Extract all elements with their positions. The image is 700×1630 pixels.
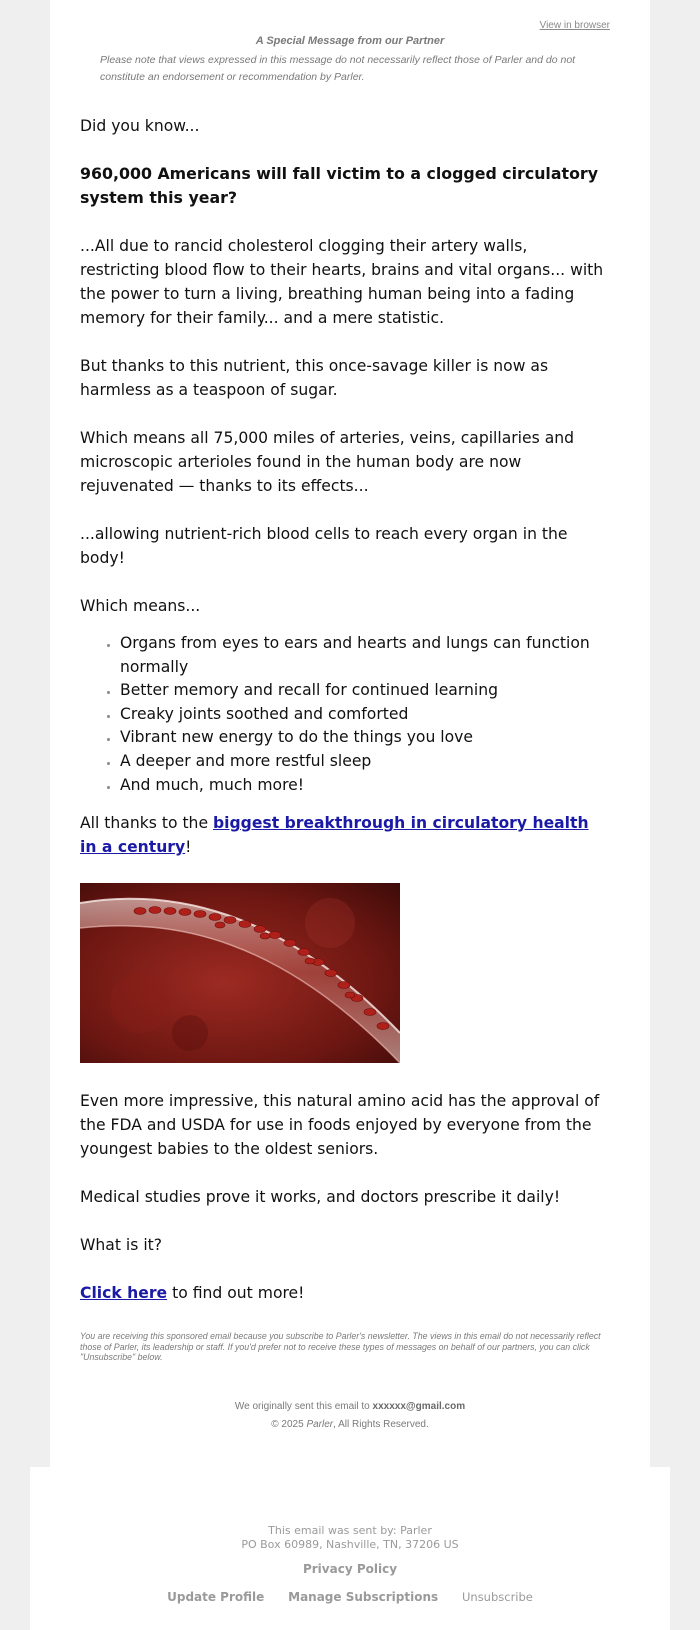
copyright xyxy=(50,1419,650,1430)
footer-sender xyxy=(30,1524,670,1552)
email-card xyxy=(50,0,650,1467)
body-paragraph: What is it? xyxy=(80,1236,163,1255)
list-item: • Organs from eyes to ears and hearts and lungs can function normally xyxy=(120,632,610,679)
intro-text: Did you know... xyxy=(80,117,200,135)
list-item: • Vibrant new energy to do the things you love xyxy=(120,726,610,750)
thanks-prefix: All thanks to the xyxy=(80,814,213,833)
list-item: • And much, much more! xyxy=(120,774,610,798)
footer-card xyxy=(30,1467,670,1630)
list-item: • A deeper and more restful sleep xyxy=(120,750,610,774)
manage-subscriptions-link[interactable]: Manage Subscriptions xyxy=(288,1590,439,1604)
footer-links xyxy=(30,1590,670,1604)
body-paragraph: Which means all 75,000 miles of arteries, veins, capillaries and microscopic arterioles found in the human body are now rejuvenated — thanks to its effects... xyxy=(80,429,575,495)
benefits-list xyxy=(80,632,610,797)
breakthrough-link[interactable]: biggest breakthrough in circulatory health in a century xyxy=(80,814,589,857)
copyright-brand: Parler xyxy=(306,1419,334,1430)
sent-by: This email was sent by: Parler xyxy=(268,1524,432,1537)
sponsor-disclaimer: You are receiving this sponsored email because you subscribe to Parler's newsletter. The views in this email do not necessarily reflect those of Parler, its leadership or staff. If you'd prefer not to receive these types of messages on behalf of our partners, you can click "Unsubscribe" below. xyxy=(80,1331,601,1362)
privacy-policy-link[interactable]: Privacy Policy xyxy=(302,1562,398,1576)
unsubscribe-link[interactable]: Unsubscribe xyxy=(461,1590,533,1604)
blood-vessel-image[interactable] xyxy=(80,883,400,1063)
partner-title: A Special Message from our Partner xyxy=(255,35,445,47)
thanks-paragraph xyxy=(80,811,610,859)
recipient-email: xxxxxx@gmail.com xyxy=(372,1401,466,1412)
copyright-suffix: , All Rights Reserved. xyxy=(333,1419,429,1430)
body-paragraph: Which means... xyxy=(80,597,201,615)
body-paragraph: ...allowing nutrient-rich blood cells to reach every organ in the body! xyxy=(80,525,568,567)
thanks-suffix: ! xyxy=(185,838,192,857)
message-body xyxy=(80,114,610,1329)
cta-suffix: to find out more! xyxy=(167,1284,305,1303)
list-item: • Creaky joints soothed and comforted xyxy=(120,703,610,727)
headline: 960,000 Americans will fall victim to a clogged circulatory system this year? xyxy=(80,164,599,207)
sent-to-line xyxy=(50,1401,650,1412)
sent-to-prefix: We originally sent this email to xyxy=(234,1401,373,1412)
copyright-prefix: © 2025 xyxy=(271,1419,307,1430)
cta-paragraph xyxy=(80,1281,610,1305)
body-paragraph: But thanks to this nutrient, this once-savage killer is now as harmless as a teaspoon of sugar. xyxy=(80,357,549,399)
partner-note: Please note that views expressed in this message do not necessarily reflect those of Parler and do not constitute an endorsement or recommendation by Parler. xyxy=(100,54,576,83)
body-paragraph: Medical studies prove it works, and doctors prescribe it daily! xyxy=(80,1188,561,1207)
body-paragraph: Even more impressive, this natural amino acid has the approval of the FDA and USDA for use in foods enjoyed by everyone from the youngest babies to the oldest seniors. xyxy=(80,1092,600,1159)
postal-address: PO Box 60989, Nashville, TN, 37206 US xyxy=(241,1538,459,1551)
click-here-link[interactable]: Click here xyxy=(80,1284,168,1303)
update-profile-link[interactable]: Update Profile xyxy=(167,1590,265,1604)
list-item: • Better memory and recall for continued learning xyxy=(120,679,610,703)
body-paragraph: ...All due to rancid cholesterol clogging their artery walls, restricting blood flow to their hearts, brains and vital organs... with the power to turn a living, breathing human being into a fading memory for their family... and a mere statistic. xyxy=(80,237,604,327)
view-in-browser-link[interactable]: View in browser xyxy=(539,20,610,31)
